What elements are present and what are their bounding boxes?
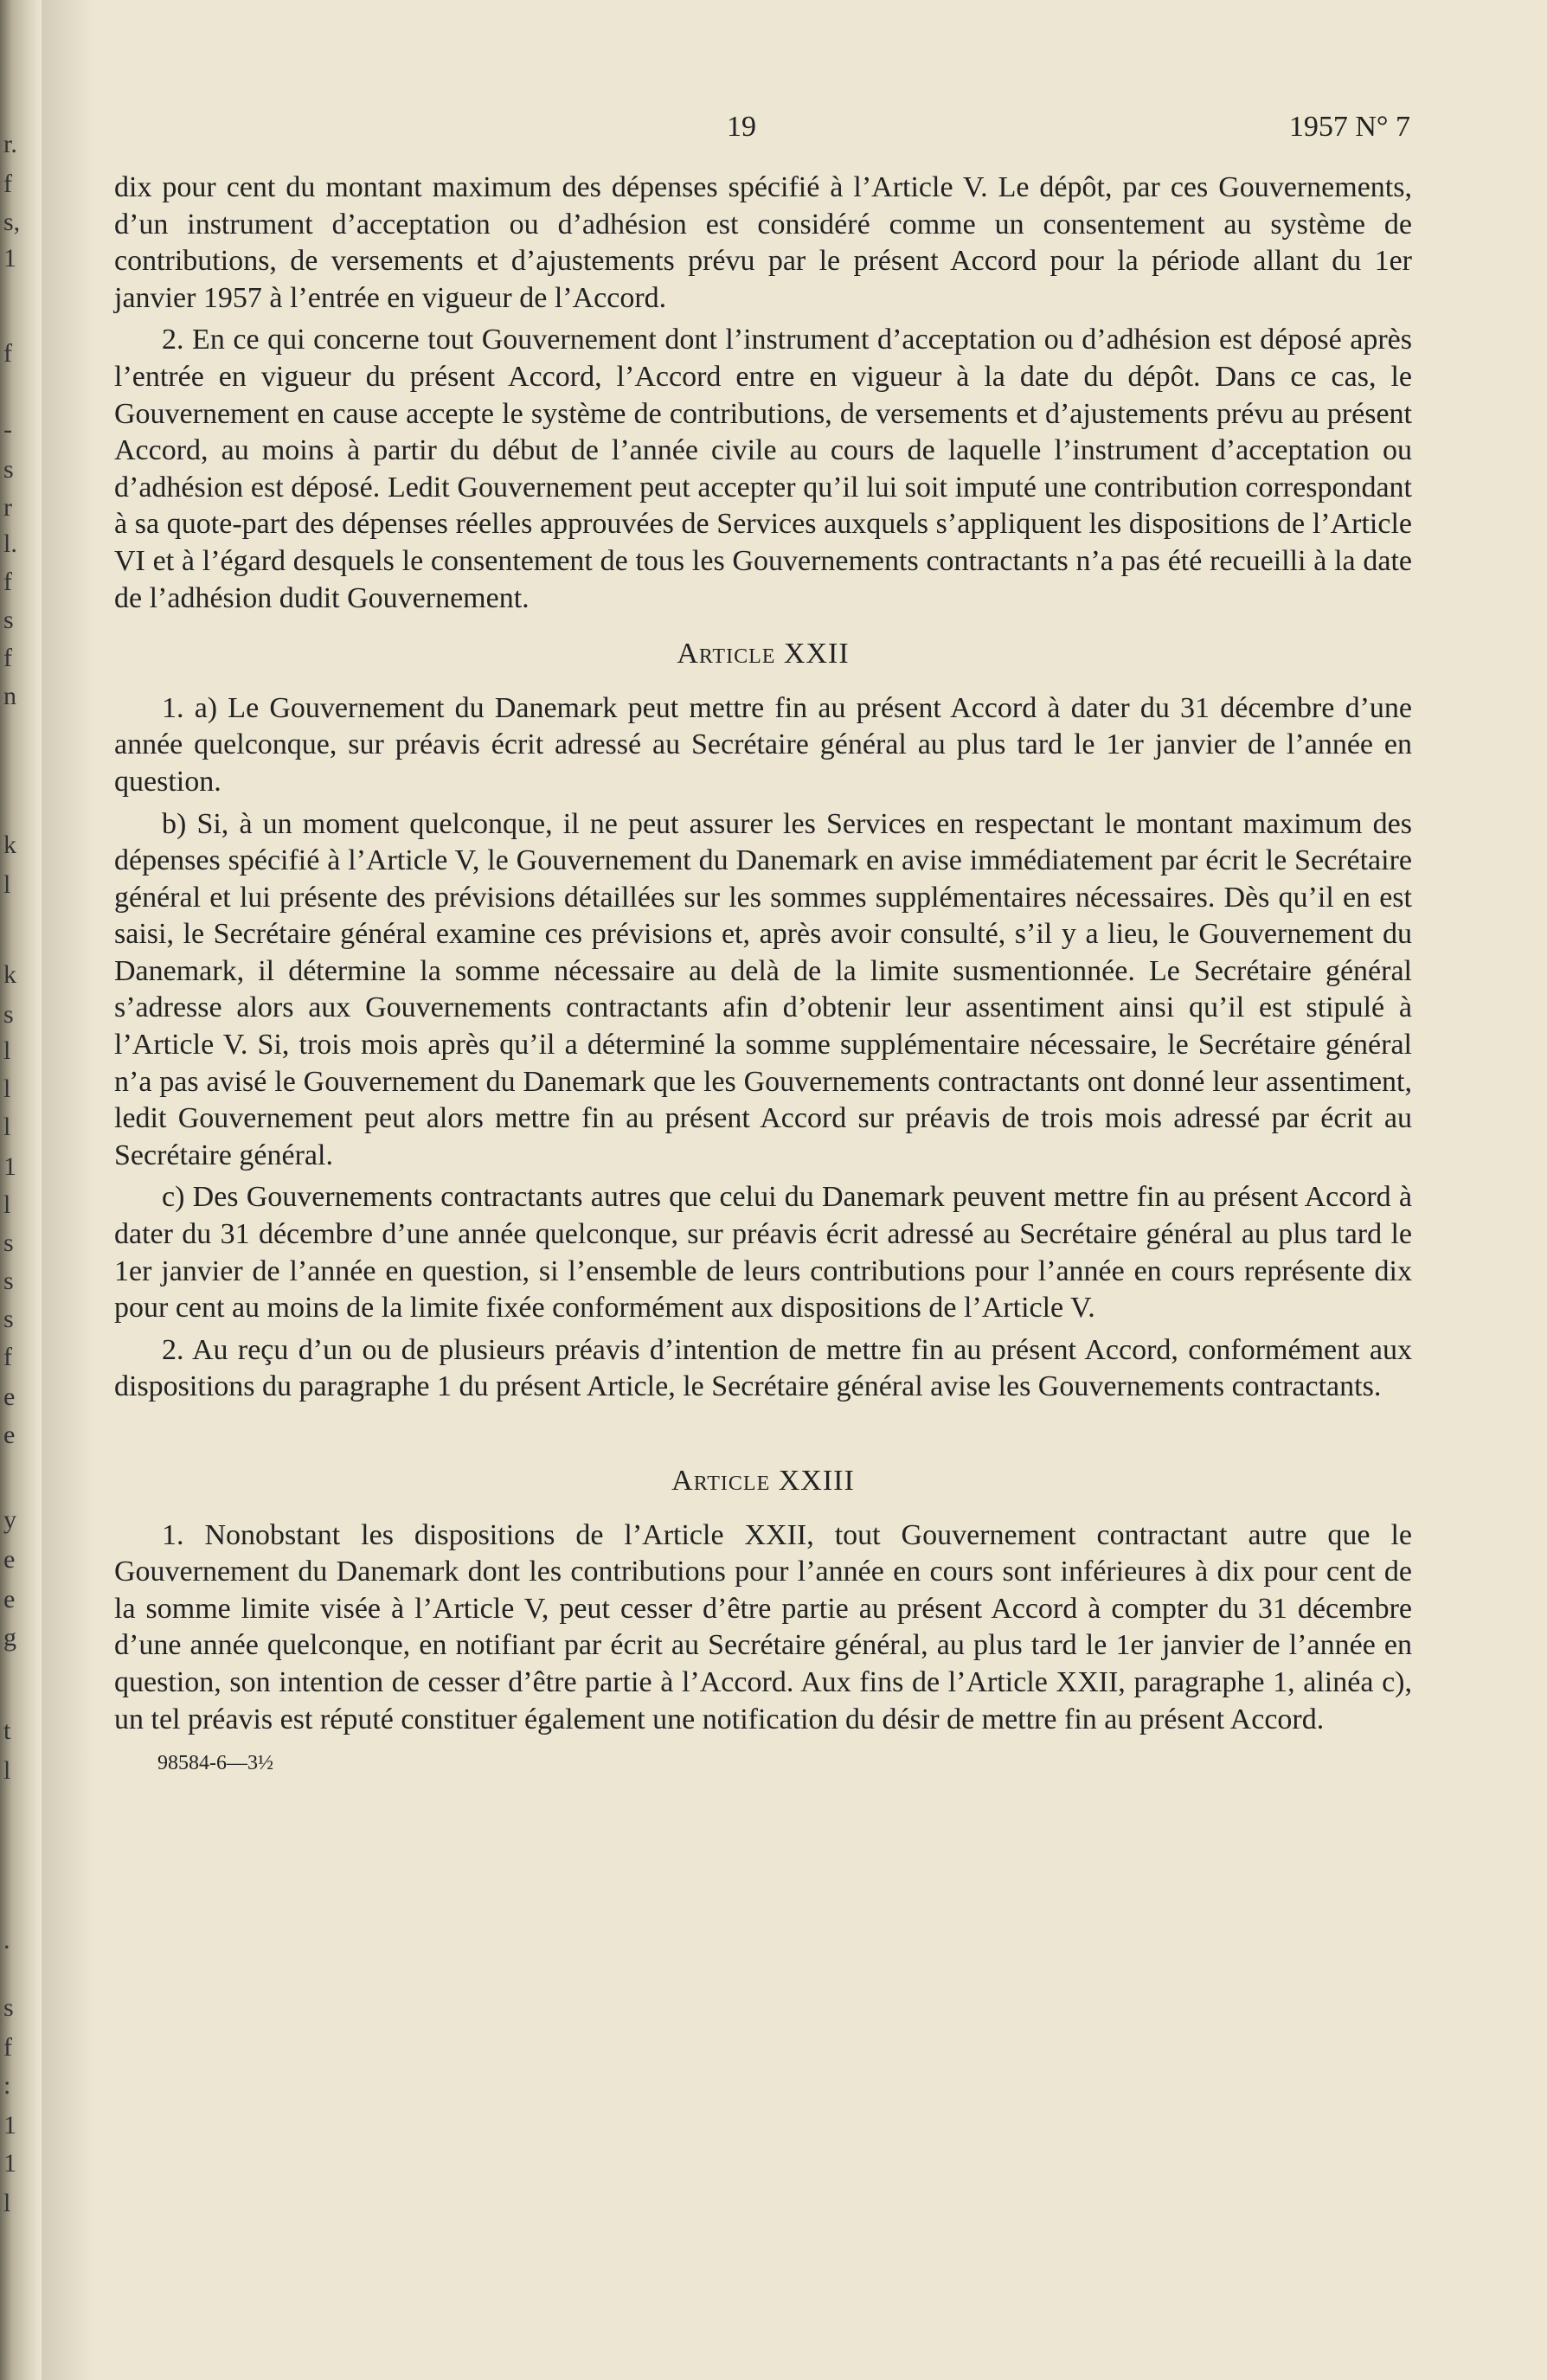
margin-fragment: e bbox=[3, 1545, 16, 1574]
margin-fragment: s bbox=[3, 1228, 14, 1257]
margin-fragment: 1 bbox=[3, 1152, 16, 1181]
margin-fragment: 1 bbox=[3, 2111, 16, 2139]
margin-fragment: f bbox=[3, 644, 12, 672]
margin-fragment: . bbox=[3, 1926, 10, 1954]
continuation-paragraph: dix pour cent du montant maximum des dépenses spécifié à l’Article V. Le dépôt, par ces Gouvernements, d’un instrument d’acceptation ou d’adhésion est considéré comme un consentement au système de contributions, de versements et d’ajustements prévu par le présent Accord pour la période allant du 1er janvier 1957 à l’entrée en vigueur de l’Accord. bbox=[114, 171, 1412, 314]
margin-fragment: k bbox=[3, 831, 16, 859]
margin-fragment: l bbox=[3, 1075, 11, 1103]
margin-fragment: l. bbox=[3, 529, 17, 558]
page-number: 19 bbox=[727, 111, 756, 143]
margin-fragment: f bbox=[3, 2033, 12, 2062]
margin-fragment: k bbox=[3, 960, 16, 989]
margin-fragment: y bbox=[3, 1505, 16, 1534]
article-xxii-paragraph-1b: b) Si, à un moment quelconque, il ne peut assurer les Services en respectant le montant maximum des dépenses spécifié à l’Article V, le Gouvernement du Danemark en avise immédiatement par écrit le Secrétaire général et lui présente des prévisions détaillées sur les sommes supplémentaires nécessaires. Dès qu’il en est saisi, le Secrétaire général examine ces prévisions et, après avoir consulté, s’il y a lieu, le Gouvernement du Danemark, il détermine la somme nécessaire au delà de la limite susmentionnée. Le Secrétaire général s’adresse alors aux Gouvernements contractants afin d’obtenir leur assentiment ainsi qu’il est stipulé à l’Article V. Si, trois mois après qu’il a déterminé la somme supplémentaire nécessaire, le Secrétaire général n’a pas avisé le Gouvernement du Danemark que les Gouvernements contractants ont donné leur assentiment, ledit Gouvernement peut alors mettre fin au présent Accord sur préavis de trois mois adressé par écrit au Secrétaire général. bbox=[114, 807, 1412, 1171]
margin-fragment: s, bbox=[3, 208, 21, 236]
page-body bbox=[114, 170, 1412, 1782]
margin-fragment: r bbox=[3, 493, 12, 522]
article-xxii-paragraph-1a: 1. a) Le Gouvernement du Danemark peut mettre fin au présent Accord à dater du 31 décembre d’une année quelconque, sur préavis écrit adressé au Secrétaire général au plus tard le 1er janvier de l’année en question. bbox=[114, 691, 1412, 798]
margin-fragment: 1 bbox=[3, 244, 16, 273]
print-code: 98584-6—3½ bbox=[157, 1752, 273, 1775]
margin-fragment: n bbox=[3, 682, 16, 710]
margin-fragment: s bbox=[3, 455, 14, 484]
margin-fragment: : bbox=[3, 2071, 11, 2100]
article-xxii-paragraph-1c: c) Des Gouvernements contractants autres que celui du Danemark peuvent mettre fin au présent Accord à dater du 31 décembre d’une année quelconque, sur préavis écrit adressé au Secrétaire général au plus tard le 1er janvier de l’année en question, si l’ensemble de leurs contributions pour l’année en cours représente dix pour cent au moins de la limite fixée conformément aux dispositions de l’Article V. bbox=[114, 1181, 1412, 1325]
article-xxii-paragraph-2: 2. Au reçu d’un ou de plusieurs préavis d’intention de mettre fin au présent Accord, conformément aux dispositions du paragraphe 1 du présent Article, le Secrétaire général avise les Gouvernements contractants. bbox=[114, 1333, 1412, 1403]
margin-fragment: l bbox=[3, 2189, 11, 2217]
margin-fragment: - bbox=[3, 415, 12, 444]
margin-fragment: f bbox=[3, 568, 12, 596]
paragraph-2: 2. En ce qui concerne tout Gouvernement dont l’instrument d’acceptation ou d’adhésion est déposé après l’entrée en vigueur du présent Accord, l’Accord entre en vigueur à la date du dépôt. Dans ce cas, le Gouvernement en cause accepte le système de contributions, de versements et d’ajustements prévu au présent Accord, au moins à partir du début de l’année civile au cours de laquelle l’instrument d’acceptation ou d’adhésion est déposé. Ledit Gouvernement peut accepter qu’il lui soit imputé une contribution correspondant à sa quote-part des dépenses réelles approuvées de Services auxquels s’appliquent les dispositions de l’Article VI et à l’égard desquels le consentement de tous les Gouvernements contractants n’a pas été recueilli à la date de l’adhésion dudit Gouvernement. bbox=[114, 324, 1412, 614]
margin-fragment: s bbox=[3, 1993, 14, 2022]
article-xxiii-paragraph-1: 1. Nonobstant les dispositions de l’Article XXII, tout Gouvernement contractant autre que le Gouvernement du Danemark dont les contributions pour l’année en cours sont inférieures à dix pour cent de la somme limite visée à l’Article V, peut cesser d’être partie au présent Accord à compter du 31 décembre d’une année quelconque, en notifiant par écrit au Secrétaire général, au plus tard le 1er janvier de l’année en question, son intention de cesser d’être partie à l’Accord. Aux fins de l’Article XXII, paragraphe 1, alinéa c), un tel préavis est réputé constituer également une notification du désir de mettre fin au présent Accord. bbox=[114, 1518, 1412, 1735]
margin-fragment: r. bbox=[3, 130, 17, 158]
margin-fragment: e bbox=[3, 1585, 16, 1613]
margin-fragment: s bbox=[3, 1000, 14, 1029]
page-header bbox=[0, 111, 1547, 149]
margin-fragment: e bbox=[3, 1421, 16, 1449]
margin-fragment: g bbox=[3, 1623, 16, 1652]
margin-fragment: l bbox=[3, 1756, 11, 1785]
margin-fragment: l bbox=[3, 1190, 11, 1219]
margin-fragment: f bbox=[3, 1343, 12, 1371]
margin-fragment: f bbox=[3, 339, 12, 368]
article-xxiii-heading: Article XXIII bbox=[671, 1465, 855, 1497]
margin-fragment: 1 bbox=[3, 2149, 16, 2178]
series-number: 1957 N° 7 bbox=[1288, 111, 1410, 143]
margin-fragment: l bbox=[3, 870, 11, 899]
article-xxii-heading: Article XXII bbox=[677, 638, 850, 670]
margin-fragment: s bbox=[3, 1267, 14, 1295]
left-margin-fragments bbox=[0, 0, 26, 2380]
margin-fragment: l bbox=[3, 1036, 11, 1065]
margin-fragment: s bbox=[3, 1305, 14, 1333]
margin-fragment: t bbox=[3, 1716, 11, 1745]
margin-fragment: f bbox=[3, 170, 12, 198]
margin-fragment: s bbox=[3, 606, 14, 634]
page-binding-shade bbox=[42, 0, 93, 2380]
margin-fragment: e bbox=[3, 1382, 16, 1411]
margin-fragment: l bbox=[3, 1113, 11, 1141]
